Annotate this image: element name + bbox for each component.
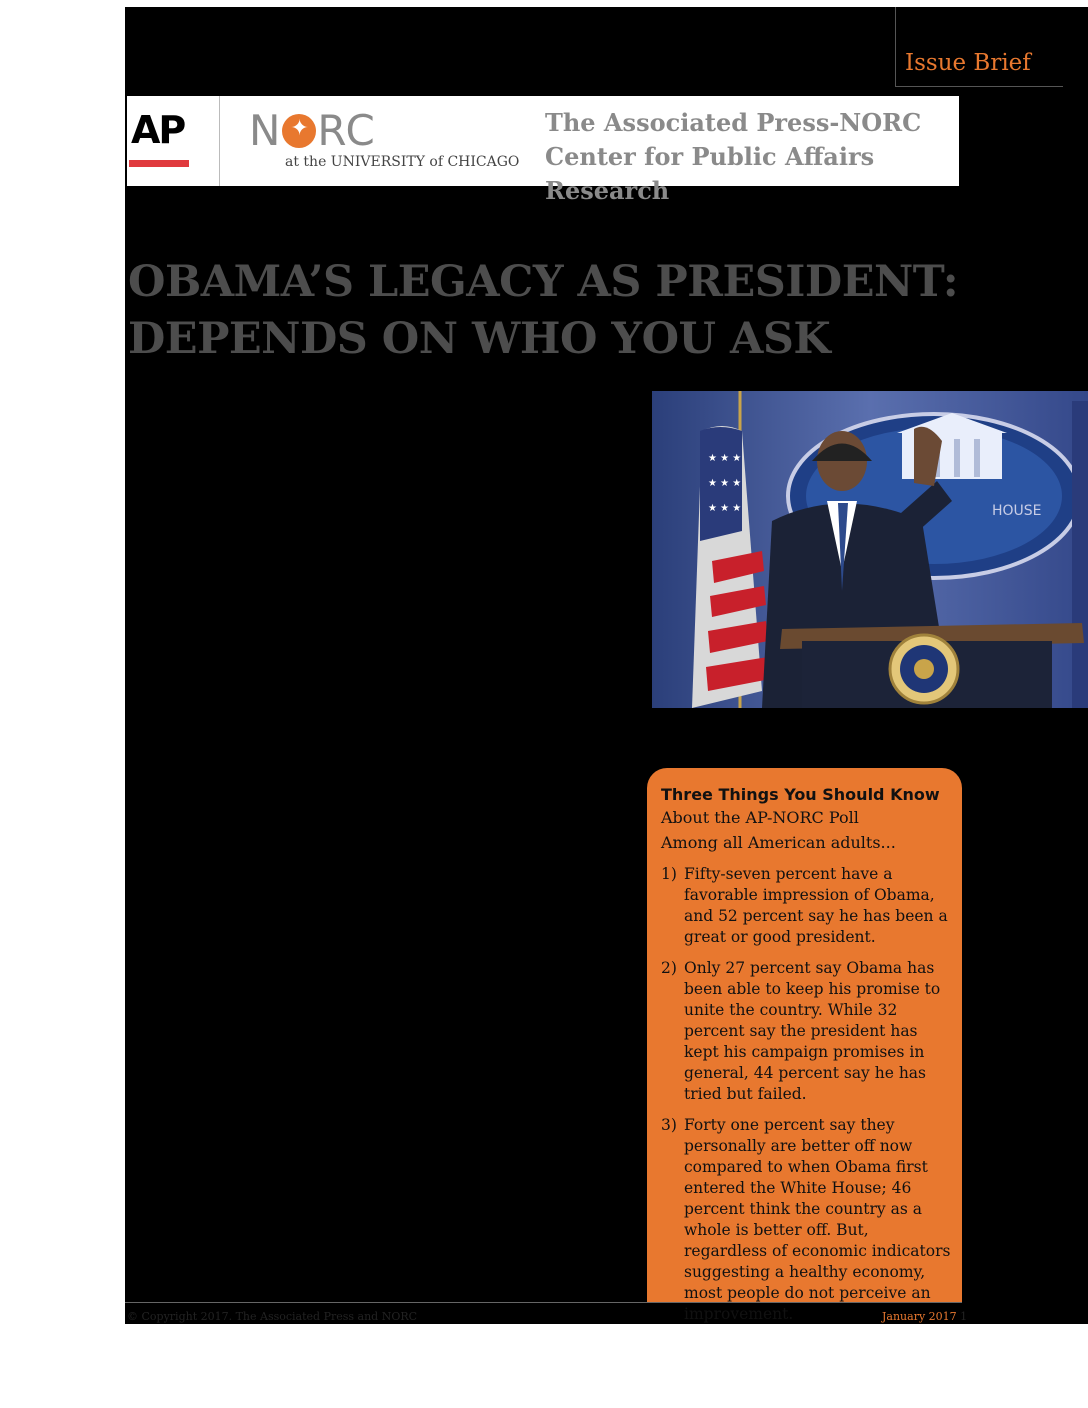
- list-item-text: Only 27 percent say Obama has been able to keep his promise to unite the country. While 32 percent say the president has kept his campaign promises in general, 44 percent say he has tried but failed.: [684, 959, 941, 1103]
- ap-logo: AP: [131, 108, 185, 152]
- key-findings-intro: Among all American adults...: [661, 833, 896, 852]
- page-number: 1: [960, 1310, 968, 1323]
- center-name-line1: The Associated Press-NORC: [545, 108, 922, 137]
- key-findings-list: [661, 864, 953, 1335]
- list-item: [661, 958, 953, 1105]
- sign-text: HOUSE: [992, 503, 1042, 519]
- norc-university-line: at the UNIVERSITY of CHICAGO: [285, 154, 520, 170]
- page-title-line2: DEPENDS ON WHO YOU ASK: [128, 314, 831, 364]
- copyright-notice: © Copyright 2017. The Associated Press and NORC: [127, 1310, 418, 1323]
- list-item-number: 2): [661, 959, 677, 977]
- key-findings-title: Three Things You Should Know: [661, 785, 940, 804]
- svg-text:★ ★ ★: ★ ★ ★: [708, 453, 742, 464]
- footer-date: January 2017: [882, 1310, 957, 1323]
- svg-text:★ ★ ★: ★ ★ ★: [708, 503, 742, 514]
- list-item-text: Forty one percent say they personally are better off now compared to when Obama first entered the White House; 46 percent think the country as a whole is better off. But, regardless of economic indicators suggesting a healthy economy, most people do not perceive an improvement.: [684, 1116, 951, 1323]
- footer-date-page: [882, 1310, 967, 1323]
- center-name-line2: Center for Public Affairs Research: [545, 142, 875, 205]
- list-item-number: 1): [661, 865, 677, 883]
- norc-star-icon: [282, 114, 316, 148]
- photo-illustration: [652, 391, 1088, 708]
- center-name: [545, 106, 959, 208]
- list-item-number: 3): [661, 1116, 677, 1134]
- ap-logo-underline: [129, 160, 189, 167]
- issue-brief-label: Issue Brief: [905, 50, 1031, 76]
- logo-divider: [219, 96, 220, 186]
- list-item: [661, 1115, 953, 1325]
- svg-text:★ ★ ★: ★ ★ ★: [708, 478, 742, 489]
- footer-divider: [125, 1302, 962, 1303]
- page-title: [128, 254, 958, 368]
- page-title-line1: OBAMA’S LEGACY AS PRESIDENT:: [128, 257, 959, 307]
- key-findings-subtitle: About the AP-NORC Poll: [661, 808, 859, 827]
- norc-logo: N✦ RC: [249, 106, 376, 155]
- obama-press-photo: [652, 391, 1088, 708]
- list-item: [661, 864, 953, 948]
- header-divider-vertical: [895, 7, 896, 87]
- list-item-text: Fifty-seven percent have a favorable impression of Obama, and 52 percent say he has been a great or good president.: [684, 865, 948, 946]
- logo-banner: [127, 96, 959, 205]
- header-divider-horizontal: [895, 86, 1063, 87]
